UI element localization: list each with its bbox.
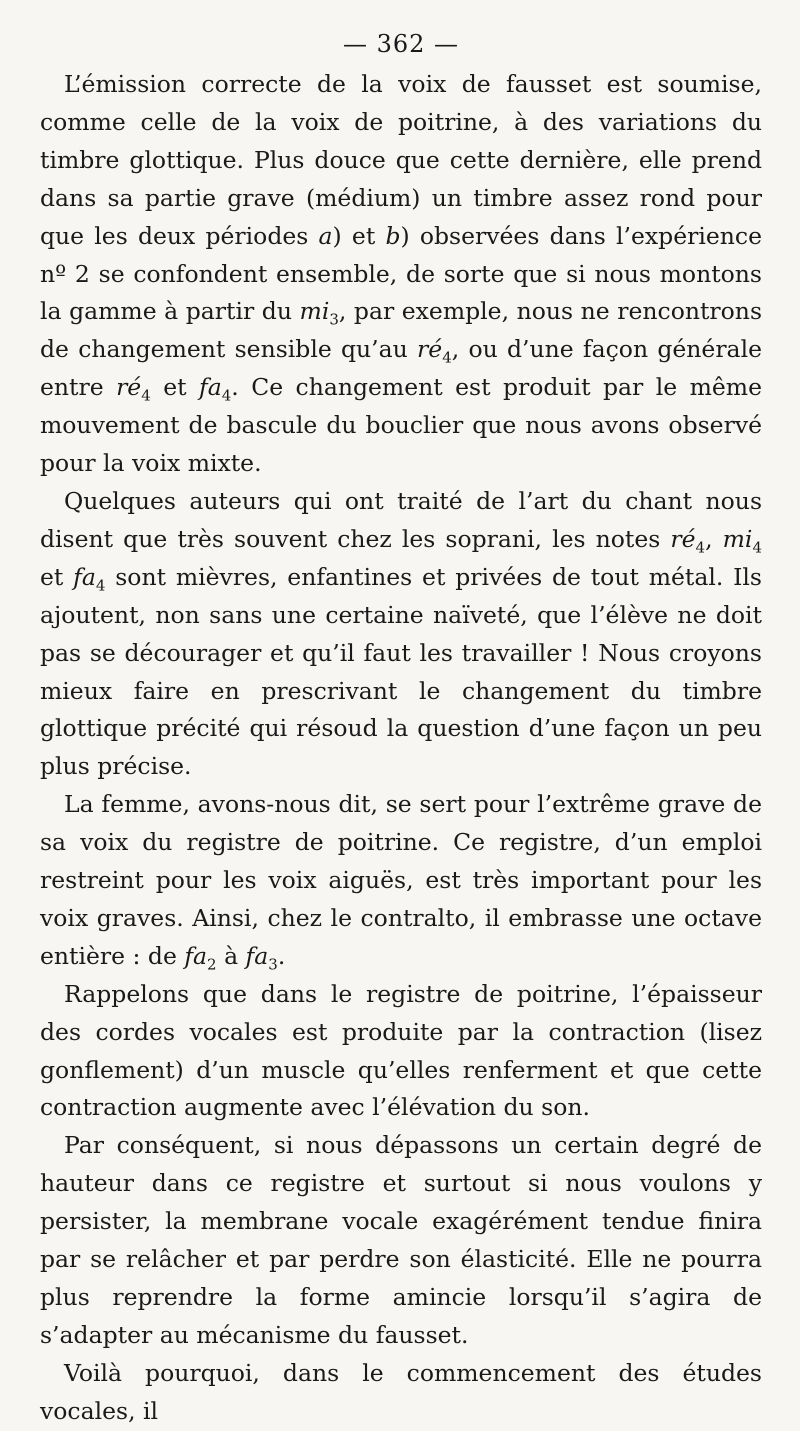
italic-term: fa (184, 941, 208, 970)
text-run: Par conséquent, si nous dépassons un certain degré de hauteur dans ce registre et surtout si nous voulons y persister, la membrane vocale exagérément tendue finira par se relâcher et par perdre son élasticité. Elle ne pourra plus reprendre la forme amincie lorsqu’il s’agira de s’adapter au mécanisme du fausset. (40, 1131, 762, 1349)
italic-term: fa (245, 941, 269, 970)
italic-term: fa (73, 562, 96, 591)
text-run: Quelques auteurs qui ont traité de l’art du chant nous disent que très souvent chez les soprani, les notes (40, 486, 762, 553)
italic-term: ré (670, 524, 696, 553)
italic-term: fa (199, 373, 222, 402)
paragraph (40, 483, 762, 786)
text-run: sont mièvres, enfantines et privées de tout métal. Ils ajoutent, non sans une certaine naïveté, que l’élève ne doit pas se décourager et qu’il faut les travailler ! Nous croyons mieux faire en prescrivant le changement du timbre glottique précité qui résoud la question d’une façon un peu plus précise. (40, 562, 762, 781)
note-octave-subscript: 3 (329, 311, 339, 330)
italic-term: mi (299, 297, 330, 326)
note-octave-subscript: 4 (752, 538, 762, 557)
note-octave-subscript: 4 (221, 386, 232, 405)
text-run: , (705, 524, 723, 553)
italic-term: a (318, 221, 333, 250)
page-number: — 362 — (342, 30, 460, 58)
text-run: L’émission correcte de la voix de fausset est soumise, comme celle de la voix de poitrine, à des variations du timbre glottique. Plus douce que cette dernière, elle prend dans sa partie grave (médium) un timbre assez rond pour que les deux périodes (40, 70, 762, 250)
text-run: La femme, avons-nous dit, se sert pour l’extrême grave de sa voix du registre de poitrine. Ce registre, d’un emploi restreint pour les voix aiguës, est très important pour les voix graves. Ainsi, chez le contralto, il embrasse une octave entière : de (40, 790, 762, 970)
text-run: et (150, 373, 200, 402)
text-run: . (277, 941, 286, 970)
italic-term: ré (116, 373, 142, 402)
paragraph (40, 976, 762, 1128)
paragraph (40, 1355, 762, 1431)
italic-term: ré (417, 335, 443, 364)
text-run: ) observées dans l’expérience nº 2 se confondent ensemble, de sorte que si nous montons la gamme à partir du (40, 221, 762, 326)
text-run: , par exemple, nous ne rencontrons de changement sensible qu’au (40, 297, 762, 364)
text-run: . Ce changement est produit par le même mouvement de bascule du bouclier que nous avons observé pour la voix mixte. (40, 373, 762, 478)
note-octave-subscript: 2 (207, 955, 217, 974)
italic-term: mi (722, 524, 753, 553)
note-octave-subscript: 4 (442, 349, 452, 368)
note-octave-subscript: 4 (141, 386, 151, 405)
note-octave-subscript: 3 (268, 955, 278, 974)
text-run: , ou d’une façon générale entre (40, 335, 762, 402)
body-text (40, 66, 762, 1431)
text-run: ) et (332, 221, 386, 250)
text-run: et (40, 562, 74, 591)
italic-term: b (385, 221, 401, 250)
paragraph (40, 786, 762, 976)
text-run: Rappelons que dans le registre de poitrine, l’épaisseur des cordes vocales est produite par la contraction (lisez gonflement) d’un muscle qu’elles renferment et que cette contraction augmente avec l’élévation du son. (40, 979, 762, 1122)
paragraph (40, 1127, 762, 1354)
paragraph (40, 66, 762, 483)
note-octave-subscript: 4 (95, 576, 106, 595)
text-run: Voilà pourquoi, dans le commencement des études vocales, il (40, 1358, 762, 1425)
text-run: à (216, 941, 246, 970)
note-octave-subscript: 4 (695, 538, 706, 557)
